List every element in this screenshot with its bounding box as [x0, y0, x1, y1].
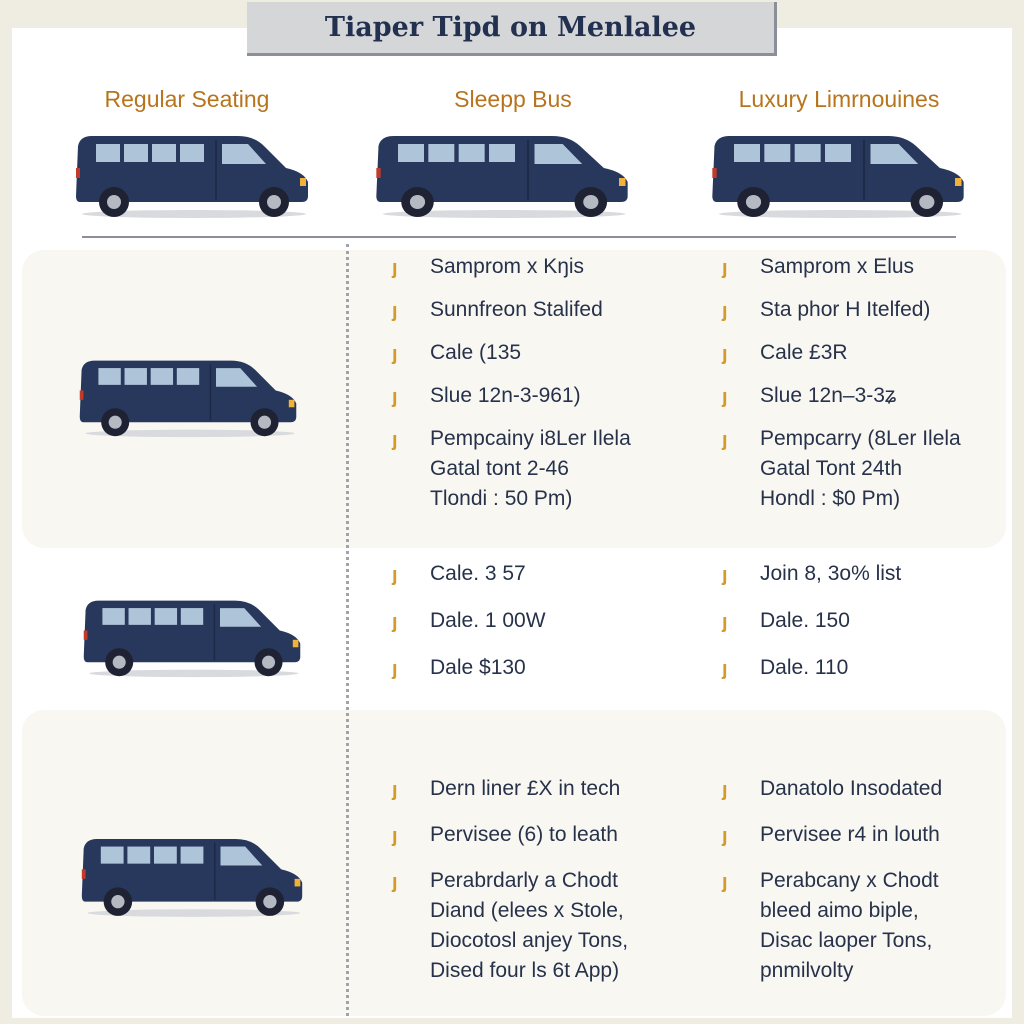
feature-text: Samprom x Elus: [760, 255, 915, 278]
feature-list-item: [392, 559, 712, 589]
header-divider: [82, 236, 956, 238]
feature-list-item: [722, 866, 1012, 986]
feature-list-item: [722, 774, 1012, 804]
feature-text: Pempcainy i8Ler Ilela Gatal tont 2-46 Tlondi : 50 Pm): [430, 427, 631, 510]
feature-text: Pervisee r4 in louth: [760, 823, 940, 846]
check-hook-icon: ȷ: [722, 564, 728, 586]
feature-text: Join 8, 3o% list: [760, 562, 902, 585]
feature-text: Dale. 1 00W: [430, 609, 546, 632]
check-hook-icon: ȷ: [392, 658, 398, 680]
check-hook-icon: ȷ: [722, 825, 728, 847]
check-hook-icon: ȷ: [722, 343, 728, 365]
feature-text: Cale £3R: [760, 341, 848, 364]
feature-text: Danatolo Insodated: [760, 777, 943, 800]
feature-list-s3-middle: [392, 774, 712, 1002]
check-hook-icon: ȷ: [392, 300, 398, 322]
column-divider: [346, 244, 349, 1016]
feature-list-s2-middle: [392, 559, 712, 700]
check-hook-icon: ȷ: [392, 257, 398, 279]
check-hook-icon: ȷ: [722, 257, 728, 279]
feature-list-item: [722, 424, 1012, 514]
feature-list-item: [392, 653, 712, 683]
feature-list-item: [722, 653, 1012, 683]
feature-text: Sta phor H Itelfed): [760, 298, 931, 321]
feature-text: Cale. 3 57: [430, 562, 526, 585]
check-hook-icon: ȷ: [722, 779, 728, 801]
page-title: Tiaper Tipd on Menlalee: [247, 2, 777, 56]
van-illustration-section-2: [80, 594, 304, 680]
check-hook-icon: ȷ: [392, 871, 398, 893]
check-hook-icon: ȷ: [722, 300, 728, 322]
feature-text: Sunnfreon Stalifed: [430, 298, 603, 321]
check-hook-icon: ȷ: [722, 871, 728, 893]
feature-list-item: [722, 606, 1012, 636]
check-hook-icon: ȷ: [392, 825, 398, 847]
van-illustration-section-1: [76, 354, 300, 440]
feature-list-item: [722, 338, 1012, 368]
feature-list-item: [392, 338, 712, 368]
feature-list-s1-right: [722, 252, 1012, 527]
check-hook-icon: ȷ: [722, 658, 728, 680]
feature-list-item: [722, 820, 1012, 850]
feature-list-item: [722, 381, 1012, 411]
column-header-luxury: Luxury Limrnouines: [738, 86, 940, 112]
check-hook-icon: ȷ: [392, 779, 398, 801]
check-hook-icon: ȷ: [392, 343, 398, 365]
feature-text: Pempcarry (8Ler Ilela Gatal Tont 24th Hondl : $0 Pm): [760, 427, 961, 510]
check-hook-icon: ȷ: [392, 386, 398, 408]
feature-list-item: [392, 424, 712, 514]
feature-list-s3-right: [722, 774, 1012, 1002]
feature-list-item: [722, 295, 1012, 325]
check-hook-icon: ȷ: [722, 386, 728, 408]
feature-text: Slue 12n-3-961): [430, 384, 581, 407]
check-hook-icon: ȷ: [392, 429, 398, 451]
feature-list-s2-right: [722, 559, 1012, 700]
column-header-regular: Regular Seating: [104, 86, 270, 112]
feature-text: Dale $130: [430, 656, 526, 679]
feature-text: Pervisee (6) to leath: [430, 823, 618, 846]
feature-list-item: [392, 252, 712, 282]
feature-text: Dern liner £X in tech: [430, 777, 621, 800]
feature-list-item: [392, 606, 712, 636]
feature-text: Samprom x Kŋis: [430, 255, 585, 278]
column-header-sleeper: Sleepp Bus: [454, 86, 572, 112]
feature-text: Perabrdarly a Chodt Diand (elees x Stole, Diocotosl anjey Tons, Dised four ls 6t App): [430, 869, 629, 982]
feature-list-s1-middle: [392, 252, 712, 527]
feature-text: Perabcany x Chodt bleed aimo biple, Disac laoper Tons, pnmilvolty: [760, 869, 939, 982]
feature-list-item: [392, 820, 712, 850]
check-hook-icon: ȷ: [392, 611, 398, 633]
feature-list-item: [392, 381, 712, 411]
check-hook-icon: ȷ: [722, 611, 728, 633]
feature-text: Cale (135: [430, 341, 522, 364]
feature-list-item: [392, 866, 712, 986]
feature-list-item: [722, 559, 1012, 589]
feature-text: Dale. 150: [760, 609, 850, 632]
van-illustration-regular: [72, 130, 312, 220]
feature-list-item: [722, 252, 1012, 282]
van-illustration-luxury: [708, 130, 968, 220]
van-illustration-section-3: [78, 830, 306, 922]
feature-text: Slue 12n–3-3ʑ: [760, 384, 897, 407]
check-hook-icon: ȷ: [392, 564, 398, 586]
feature-text: Dale. 110: [760, 656, 849, 679]
feature-list-item: [392, 774, 712, 804]
check-hook-icon: ȷ: [722, 429, 728, 451]
van-illustration-sleeper: [372, 130, 632, 220]
feature-list-item: [392, 295, 712, 325]
